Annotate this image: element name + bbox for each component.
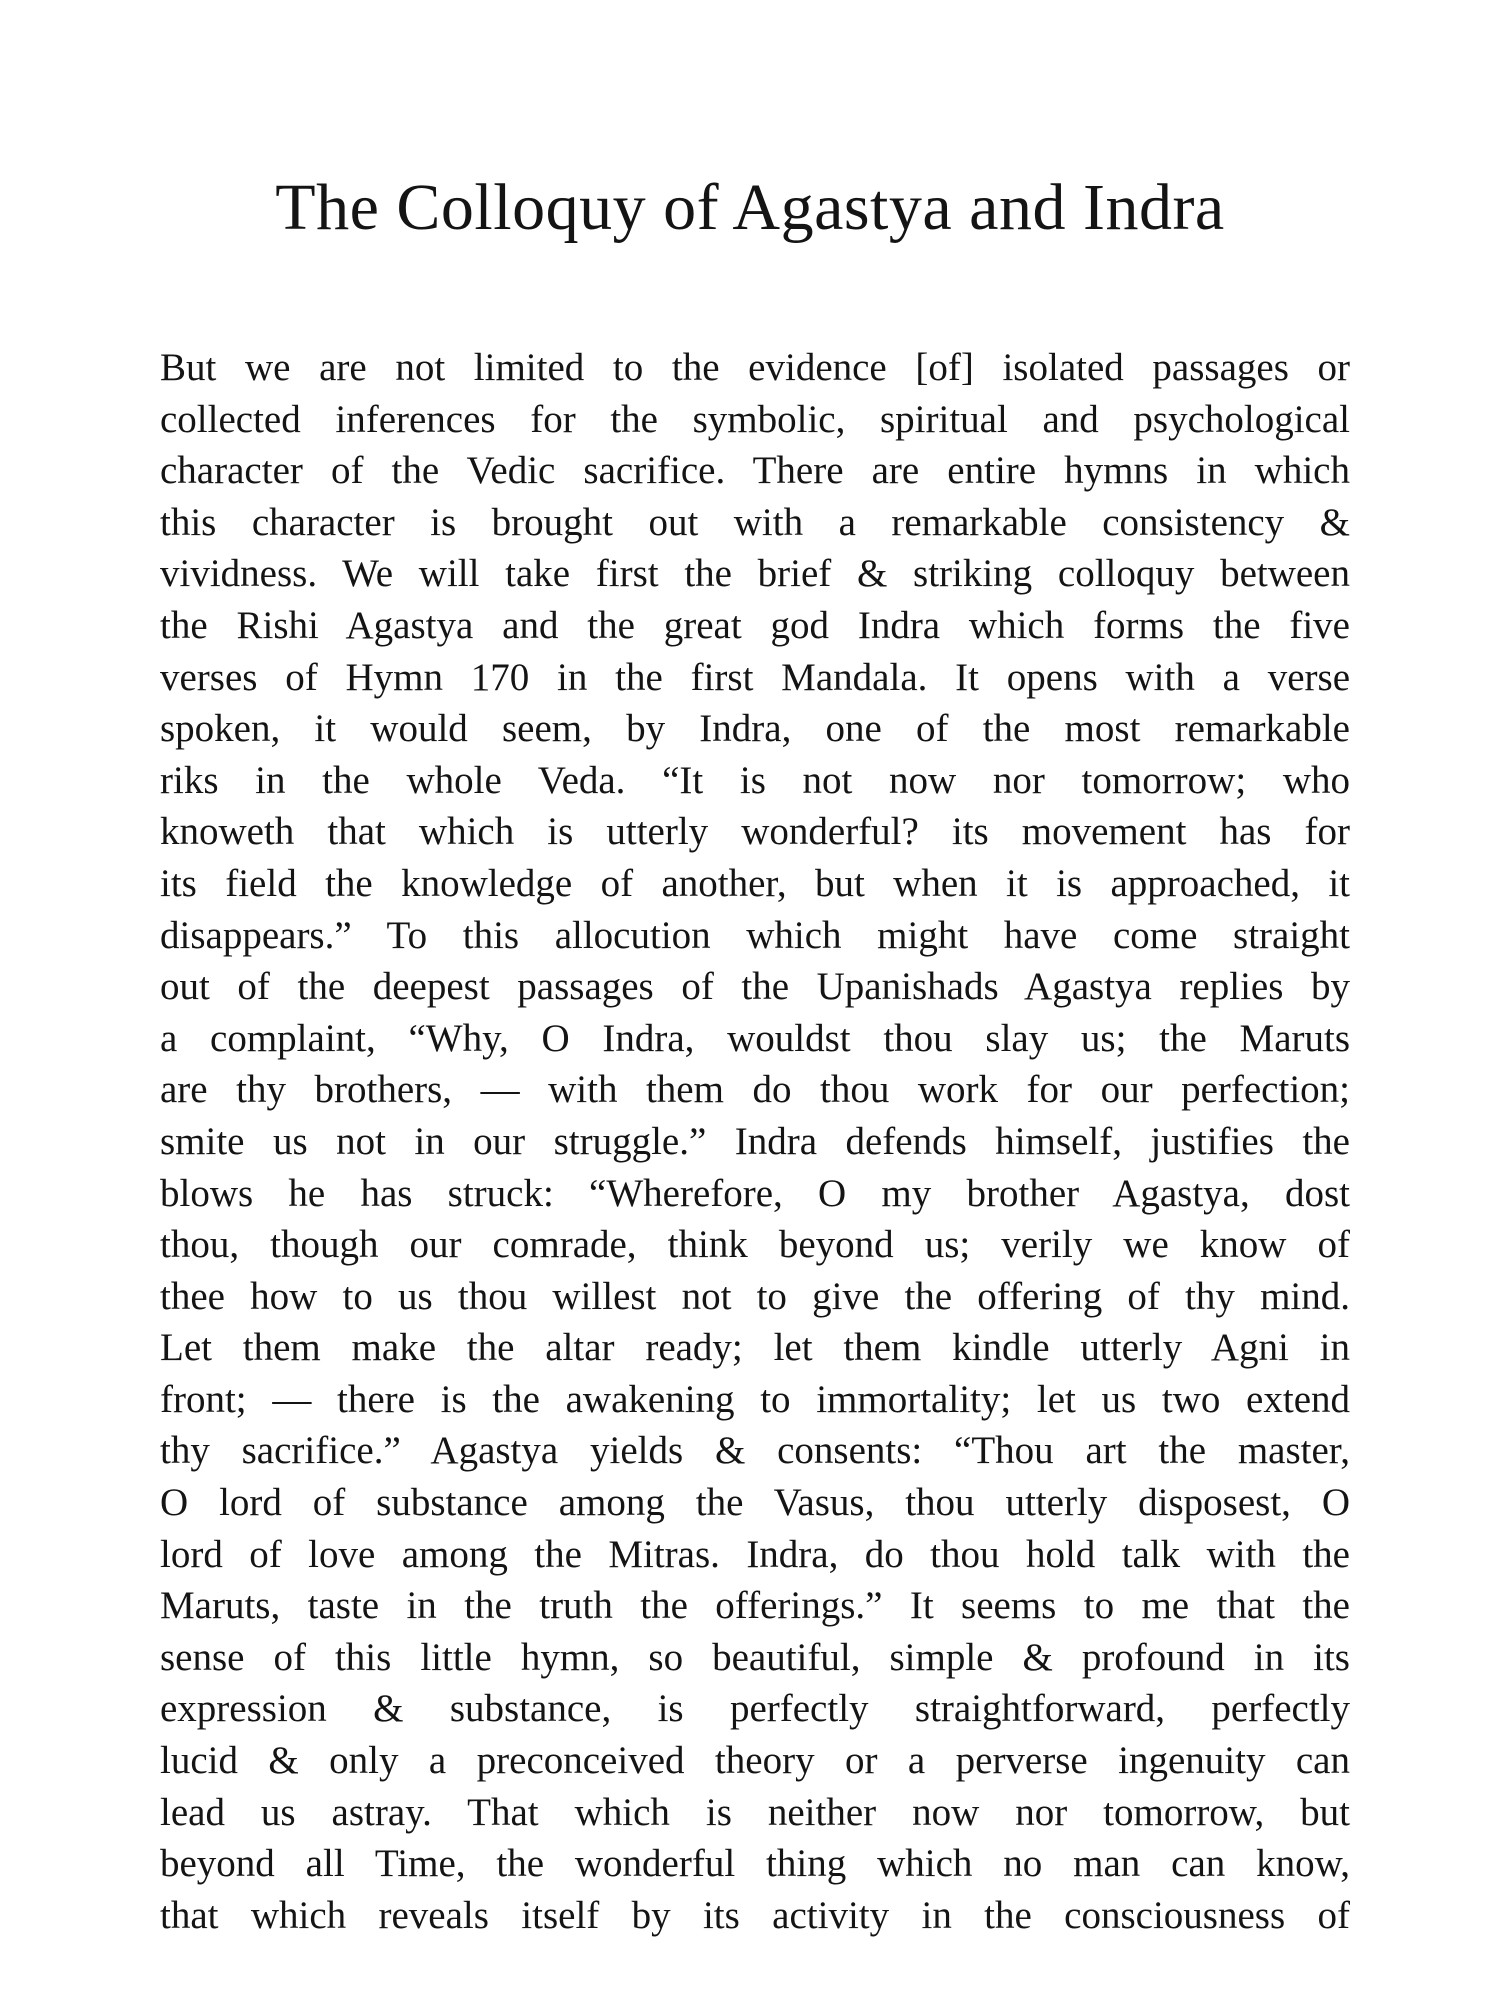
text-line: are thy brothers, — with them do thou work for our perfection; bbox=[160, 1068, 1350, 1112]
text-line: out of the deepest passages of the Upanishads Agastya replies by bbox=[160, 965, 1350, 1009]
text-line: verses of Hymn 170 in the first Mandala. It opens with a verse bbox=[160, 655, 1350, 699]
text-line: front; — there is the awakening to immortality; let us two extend bbox=[160, 1377, 1350, 1421]
text-line: O lord of substance among the Vasus, thou utterly disposest, O bbox=[160, 1481, 1350, 1525]
text-line: thou, though our comrade, think beyond us; verily we know of bbox=[160, 1223, 1350, 1267]
text-line: spoken, it would seem, by Indra, one of the most remarkable bbox=[160, 707, 1350, 751]
page-title: The Colloquy of Agastya and Indra bbox=[275, 171, 1225, 244]
text-line: that which reveals itself by its activity in the consciousness of bbox=[160, 1893, 1350, 1937]
text-line: collected inferences for the symbolic, spiritual and psychological bbox=[160, 397, 1350, 441]
text-line: thy sacrifice.” Agastya yields & consents: “Thou art the master, bbox=[160, 1429, 1350, 1473]
body-paragraph bbox=[160, 342, 1350, 1941]
text-line: beyond all Time, the wonderful thing which no man can know, bbox=[160, 1842, 1350, 1886]
text-line: knoweth that which is utterly wonderful? its movement has for bbox=[160, 810, 1350, 854]
text-line: smite us not in our struggle.” Indra defends himself, justifies the bbox=[160, 1119, 1350, 1163]
text-line: Let them make the altar ready; let them kindle utterly Agni in bbox=[160, 1326, 1350, 1370]
text-line: lead us astray. That which is neither now nor tomorrow, but bbox=[160, 1790, 1350, 1834]
text-line: riks in the whole Veda. “It is not now nor tomorrow; who bbox=[160, 758, 1350, 802]
text-line: a complaint, “Why, O Indra, wouldst thou slay us; the Maruts bbox=[160, 1016, 1350, 1060]
text-line: thee how to us thou willest not to give the offering of thy mind. bbox=[160, 1274, 1350, 1318]
text-line: its field the knowledge of another, but when it is approached, it bbox=[160, 861, 1350, 905]
text-line: blows he has struck: “Wherefore, O my brother Agastya, dost bbox=[160, 1171, 1350, 1215]
text-line: lord of love among the Mitras. Indra, do thou hold talk with the bbox=[160, 1532, 1350, 1576]
text-line: character of the Vedic sacrifice. There are entire hymns in which bbox=[160, 449, 1350, 493]
text-line: the Rishi Agastya and the great god Indra which forms the five bbox=[160, 603, 1350, 647]
text-line: this character is brought out with a remarkable consistency & bbox=[160, 500, 1350, 544]
text-line: expression & substance, is perfectly straightforward, perfectly bbox=[160, 1687, 1350, 1731]
text-line: But we are not limited to the evidence [of] isolated passages or bbox=[160, 346, 1350, 389]
text-line: vividness. We will take first the brief & striking colloquy between bbox=[160, 552, 1350, 596]
text-line: disappears.” To this allocution which might have come straight bbox=[160, 913, 1350, 957]
text-line: Maruts, taste in the truth the offerings.” It seems to me that the bbox=[160, 1584, 1350, 1628]
text-line: sense of this little hymn, so beautiful, simple & profound in its bbox=[160, 1635, 1350, 1679]
text-line: lucid & only a preconceived theory or a perverse ingenuity can bbox=[160, 1739, 1350, 1783]
